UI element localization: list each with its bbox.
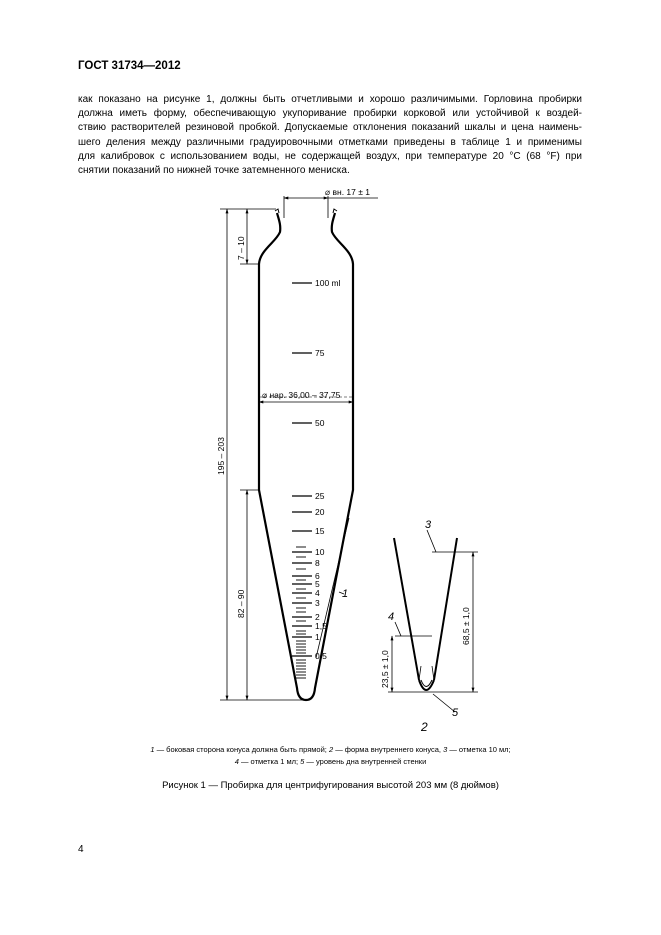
paragraph-line: как показано на рисунке 1, должны быть отчетливыми и хорошо различимыми. Горловина пробирки [78,94,582,105]
callout-4-label: 4 [388,611,395,623]
legend-text: — форма внутреннего конуса, [333,745,444,754]
legend-num: 5 [300,757,305,766]
paragraph-line: шего деления между различными градуировочными отметками приведены в таблице 1 и применимы [78,136,582,148]
scale-label: 10 [315,547,325,557]
dim-outer-label: ⌀ нар. 36,00 – 37,75 [262,390,341,400]
scale-label: 20 [315,507,325,517]
legend-text: — уровень дна внутренней стенки [304,757,427,766]
legend-text: — боковая сторона конуса должна быть прямой; [154,745,329,754]
dim-neck-diameter [284,196,378,218]
legend-text: — отметка 1 мл; [238,757,301,766]
callout-2-label: 2 [421,720,428,734]
scale-label: 3 [315,598,320,608]
scale-label: 2 [315,612,320,622]
scale-label: 8 [315,558,320,568]
paragraph-line: должна иметь форму, обеспечивающую укупоривание пробирки корковой или устойчивой к воздей- [78,108,582,120]
scale-label: 1,5 [315,621,327,631]
dim-top-length-label: 7 – 10 [236,236,246,260]
minor-graduation-marks [296,547,306,678]
page-number: 4 [78,844,84,855]
scale-label: 0,5 [315,651,327,661]
legend-num: 4 [234,757,239,766]
legend-text: — отметка 10 мл; [447,745,511,754]
graduation-marks [292,283,312,656]
dim-neck-label: ⌀ вн. 17 ± 1 [325,187,370,197]
legend-num: 3 [443,745,448,754]
scale-label: 25 [315,491,325,501]
dim-left-lines [220,209,302,700]
dim-total-length-label: 195 – 203 [216,437,226,475]
scale-label: 75 [315,348,325,358]
paragraph-line: для калибровок с использованием воды, не содержащей воздух, при температуре 20 °С (68 °F) при [78,150,582,162]
scale-label-100: 100 ml [315,278,341,288]
figure-legend-line-1 [0,744,661,756]
scale-label: 1 [315,632,320,642]
legend-num: 1 [150,745,155,754]
figure-legend-line-2 [0,756,661,768]
dim-mark-10-label: 68,5 ± 1,0 [461,607,471,645]
scale-label: 50 [315,418,325,428]
scale-label: 6 [315,571,320,581]
scale-label: 5 [315,579,320,589]
document-header: ГОСТ 31734—2012 [78,60,181,72]
scale-label: 4 [315,588,320,598]
figure-caption: Рисунок 1 — Пробирка для центрифугирования высотой 203 мм (8 дюймов) [162,780,499,791]
dim-mark-1-label: 23,5 ± 1,0 [380,650,390,688]
callout-3-label: 3 [425,519,432,531]
paragraph-line: снятии показаний по нижней точке затемненного мениска. [78,165,350,177]
legend-num: 2 [328,745,334,754]
paragraph-line: ствию растворителей резиновой пробкой. Допускаемые отклонения показаний шкалы и цена наимень- [78,122,582,134]
inner-cone-detail [394,538,457,690]
dim-cone-length-label: 82 – 90 [236,589,246,618]
scale-label: 15 [315,526,325,536]
callout-5-label: 5 [452,707,459,719]
callout-1-label: 1 [342,588,349,600]
